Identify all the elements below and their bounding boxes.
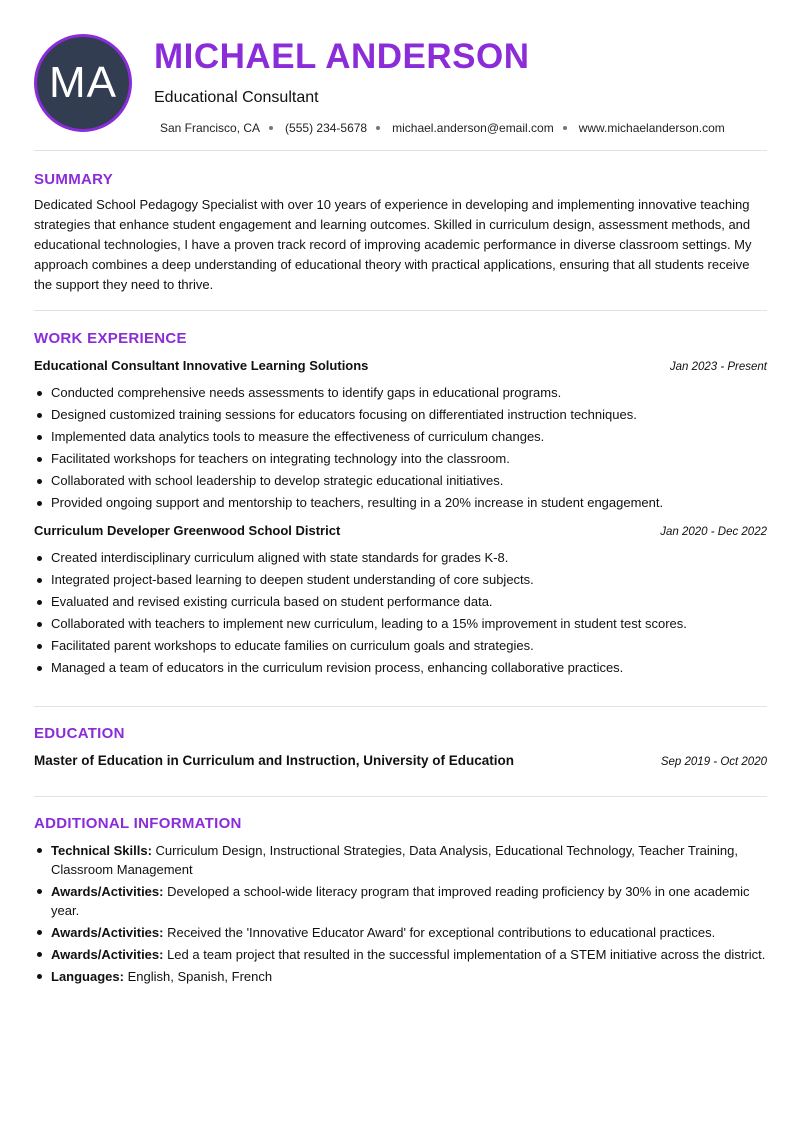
education-entry [34, 752, 767, 771]
contact-location: San Francisco, CA [160, 121, 261, 135]
info-text: Developed a school-wide literacy program that improved reading proficiency by 30% in one academic year. [51, 884, 750, 918]
info-label: Awards/Activities: [51, 947, 164, 962]
info-text: Received the 'Innovative Educator Award' for exceptional contributions to educational practices. [163, 925, 716, 940]
additional-info-list [34, 841, 767, 986]
job-role: Educational Consultant Innovative Learning Solutions [34, 358, 369, 373]
info-label: Languages: [51, 969, 124, 984]
job-bullet: Managed a team of educators in the curriculum revision process, enhancing collaborative practices. [34, 657, 767, 679]
job-bullet: Evaluated and revised existing curricula based on student performance data. [34, 591, 767, 613]
summary-text: Dedicated School Pedagogy Specialist with over 10 years of experience in developing and implementing innovative teaching strategies that enhance student engagement and learning outcomes. Skilled in curriculum design, assessment methods, and educational technologies, I have a proven track record of improving academic performance in diverse classroom settings. My approach combines a deep understanding of educational theory with practical applications, ensuring that all students receive the support they need to thrive. [34, 197, 752, 292]
education-dates: Sep 2019 - Oct 2020 [660, 756, 767, 768]
contact-phone: (555) 234-5678 [285, 121, 368, 135]
work-experience-heading: WORK EXPERIENCE [34, 330, 187, 347]
job-bullet-list [34, 547, 767, 679]
info-text: Curriculum Design, Instructional Strategies, Data Analysis, Educational Technology, Teacher Training, Classroom Management [51, 843, 738, 877]
job-bullet: Facilitated parent workshops to educate families on curriculum goals and strategies. [34, 635, 767, 657]
info-item [34, 882, 767, 920]
additional-info-heading: ADDITIONAL INFORMATION [34, 815, 242, 832]
contact-separator-dot [376, 126, 380, 130]
info-label: Awards/Activities: [51, 884, 164, 899]
education-degree: Master of Education in Curriculum and Instruction, University of Education [34, 753, 515, 768]
job-bullet: Collaborated with teachers to implement new curriculum, leading to a 15% improvement in student test scores. [34, 613, 767, 635]
job-dates: Jan 2023 - Present [669, 361, 767, 373]
info-item [34, 841, 767, 879]
contact-website: www.michaelanderson.com [578, 121, 725, 135]
contact-info [160, 120, 725, 136]
avatar [34, 34, 132, 132]
info-label: Awards/Activities: [51, 925, 164, 940]
job-bullet: Implemented data analytics tools to measure the effectiveness of curriculum changes. [34, 426, 767, 448]
job-bullet: Facilitated workshops for teachers on integrating technology into the classroom. [34, 448, 767, 470]
job-bullet: Provided ongoing support and mentorship to teachers, resulting in a 20% increase in student engagement. [34, 492, 767, 514]
contact-separator-dot [269, 126, 273, 130]
job-bullet: Created interdisciplinary curriculum aligned with state standards for grades K-8. [34, 547, 767, 569]
candidate-title: Educational Consultant [154, 89, 319, 106]
info-text: Led a team project that resulted in the successful implementation of a STEM initiative across the district. [163, 947, 766, 962]
info-item [34, 945, 767, 964]
job-bullet: Conducted comprehensive needs assessments to identify gaps in educational programs. [34, 382, 767, 404]
job-entry [34, 357, 767, 514]
job-dates: Jan 2020 - Dec 2022 [660, 526, 767, 538]
contact-separator-dot [563, 126, 567, 130]
info-item [34, 923, 767, 942]
job-bullet: Integrated project-based learning to deepen student understanding of core subjects. [34, 569, 767, 591]
job-role: Curriculum Developer Greenwood School District [34, 523, 341, 538]
info-label: Technical Skills: [51, 843, 152, 858]
job-bullet-list [34, 382, 767, 514]
info-item [34, 967, 767, 986]
job-bullet: Collaborated with school leadership to develop strategic educational initiatives. [34, 470, 767, 492]
education-section [34, 707, 767, 797]
candidate-name: MICHAEL ANDERSON [154, 37, 530, 76]
job-header [34, 357, 767, 376]
avatar-initials: MA [49, 58, 117, 107]
work-experience-section [34, 311, 767, 707]
job-header [34, 522, 767, 541]
resume-header [34, 0, 767, 151]
summary-section [34, 151, 767, 311]
contact-email: michael.anderson@email.com [392, 121, 554, 135]
info-text: English, Spanish, French [123, 969, 273, 984]
summary-heading: SUMMARY [34, 171, 114, 188]
additional-info-section [34, 797, 767, 986]
education-heading: EDUCATION [34, 725, 125, 742]
job-bullet: Designed customized training sessions for educators focusing on differentiated instruction techniques. [34, 404, 767, 426]
job-entry [34, 522, 767, 679]
